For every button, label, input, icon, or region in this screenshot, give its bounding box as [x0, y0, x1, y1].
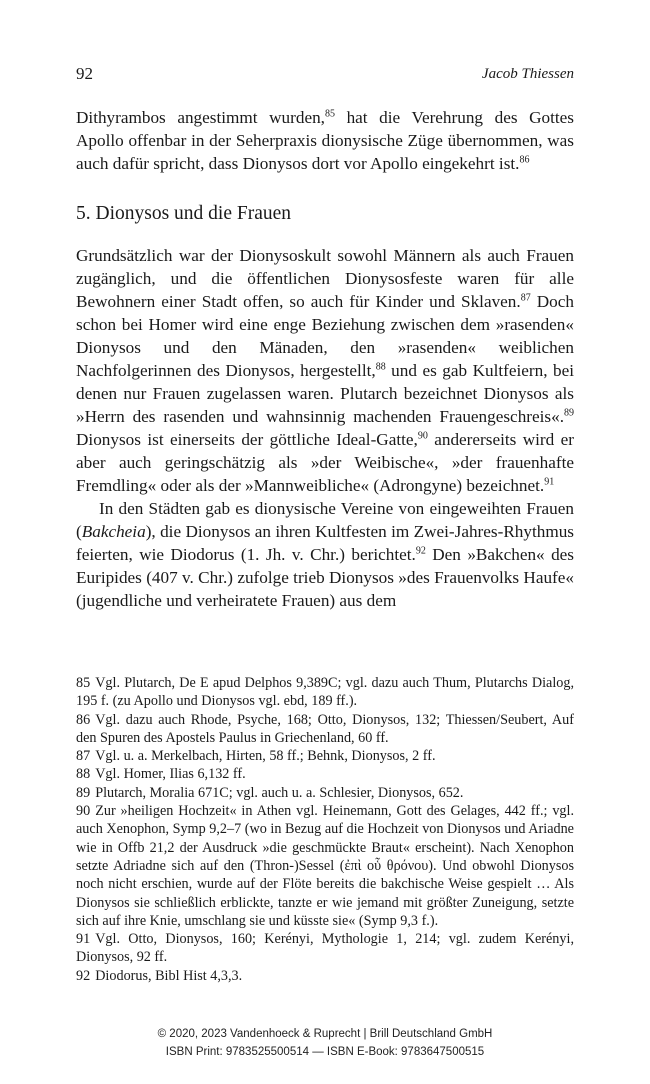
footnote-number: 86 [76, 711, 91, 728]
footnote-text: Vgl. dazu auch Rhode, Psyche, 168; Otto, Dionysos, 132; Thiessen/Seubert, Auf den Spuren des Apostels Paulus in Griechenland, 60 ff. [76, 711, 574, 746]
footnote-ref[interactable]: 92 [415, 545, 426, 557]
footnote-text: Diodorus, Bibl Hist 4,3,3. [95, 967, 243, 984]
footnote [76, 711, 574, 748]
footnote-number: 89 [76, 784, 91, 801]
footnote-text: Zur »heiligen Hochzeit« in Athen vgl. Heinemann, Gott des Gelages, 442 ff.; vgl. auch Xenophon, Symp 9,2–7 (wo in Bezug auf die Hochzeit von Dionysos und Ariadne wie in Offb 21,2 der Ausdruck »die geschmückte Braut« erscheint). Nach Xenophon setzte Adriadne sich auf den (Thron-)Sessel (ἐπὶ οὗ θρόνου). Und obwohl Dionysos noch nicht erschien, wurde auf der Flöte bereits die bakchische Weise gespielt … Als Dionysos sie schließlich erblickte, tanzte er wie jemand mit größter Zuneigung, setzte sich auf ihre Knie, umschlang sie und küsste sie« (Symp 9,3 f.). [76, 803, 574, 929]
paragraph [76, 106, 574, 175]
text-run: In den Städten gab es dionysische Vereine von eingeweihten Frauen ( [76, 499, 574, 541]
footnote-number: 85 [76, 675, 91, 691]
footnote [76, 765, 574, 783]
footnote-text: Vgl. Homer, Ilias 6,132 ff. [95, 766, 246, 783]
footnote-text: Vgl. Otto, Dionysos, 160; Kerényi, Mythologie 1, 214; vgl. zudem Kerényi, Dionysos, 92 ff. [76, 931, 574, 966]
footnote [76, 802, 574, 930]
text-run: Doch schon bei Homer wird eine enge Beziehung zwischen dem »rasenden« Dionysos und den Mänaden, den »rasenden« weiblichen Nachfolgerinnen des Dionysos, hergestellt, [76, 292, 574, 380]
footnote [76, 747, 574, 765]
footnote-text: Vgl. Plutarch, De E apud Delphos 9,389C; vgl. dazu auch Thum, Plutarchs Dialog, 195 f. (zu Apollo und Dionysos vgl. ebd, 189 ff.). [76, 675, 574, 710]
footnote-number: 87 [76, 748, 91, 765]
text-run: ), die Dionysos an ihren Kultfesten im Zwei-Jahres-Rhythmus feierten, wie Diodorus (1. Jh. v. Chr.) berichtet. [76, 522, 574, 564]
footnote-ref[interactable]: 90 [417, 430, 428, 442]
footnote-ref[interactable]: 89 [564, 407, 574, 419]
section-heading: 5. Dionysos und die Frauen [76, 203, 292, 224]
text-run: Den »Bakchen« des Euripides (407 v. Chr.) zufolge trieb Dionysos »des Frauenvolks Haufe« (jugendliche und verheiratete Frauen) aus dem [76, 545, 574, 610]
text-run: Dithyrambos angestimmt wurden, [76, 108, 325, 127]
page-number: 92 [76, 64, 93, 83]
paragraph [76, 244, 574, 497]
footnote-number: 91 [76, 931, 91, 948]
running-head-author: Jacob Thiessen [481, 66, 574, 82]
footnote-ref[interactable]: 91 [544, 476, 555, 488]
footnote-ref[interactable]: 88 [375, 361, 386, 373]
footnote [76, 674, 574, 711]
footnotes [76, 674, 574, 985]
italic-term: Bakcheia [81, 522, 146, 541]
copyright-notice [0, 1025, 650, 1061]
isbn-line: ISBN Print: 9783525500514 — ISBN E-Book: 9783647500515 [165, 1046, 485, 1058]
footnote-text: Plutarch, Moralia 671C; vgl. auch u. a. Schlesier, Dionysos, 652. [95, 784, 464, 801]
text-run: Dionysos ist einerseits der göttliche Ideal-Gatte, [76, 430, 418, 449]
footnote [76, 784, 574, 802]
footnote-ref[interactable]: 87 [520, 292, 531, 304]
footnote-text: Vgl. u. a. Merkelbach, Hirten, 58 ff.; Behnk, Dionysos, 2 ff. [95, 748, 436, 765]
text-run: hat die Verehrung des Gottes Apollo offenbar in der Seherpraxis dionysische Züge übernommen, was auch dafür spricht, dass Dionysos dort vor Apollo eingekehrt ist. [76, 108, 574, 173]
footnote-number: 90 [76, 803, 91, 820]
footnote-ref[interactable]: 86 [519, 154, 530, 166]
text-run: Grundsätzlich war der Dionysoskult sowohl Männern als auch Frauen zugänglich, und die öffentlichen Dionysosfeste waren für alle Bewohnern einer Stadt offen, so auch für Kinder und Sklaven. [76, 246, 574, 311]
paragraph [76, 497, 574, 612]
intro-paragraph [76, 106, 574, 175]
main-text [76, 244, 574, 612]
footnote-ref[interactable]: 85 [324, 108, 335, 120]
footnote-number: 88 [76, 766, 91, 783]
footnote [76, 930, 574, 967]
footnote [76, 967, 574, 985]
text-run: andererseits wird er aber auch geringschätzig als »der Weibische«, »der frauenhafte Fremdling« oder als der »Mannweibliche« (Adrongyne) bezeichnet. [76, 430, 574, 495]
copyright-line: © 2020, 2023 Vandenhoeck & Ruprecht | Brill Deutschland GmbH [157, 1028, 493, 1040]
footnote-number: 92 [76, 967, 91, 984]
text-run: und es gab Kultfeiern, bei denen nur Frauen zugelassen waren. Plutarch bezeichnet Dionysos als »Herrn des rasenden und wahnsinnig machenden Frauengeschreis«. [76, 361, 574, 426]
running-header [76, 64, 574, 88]
